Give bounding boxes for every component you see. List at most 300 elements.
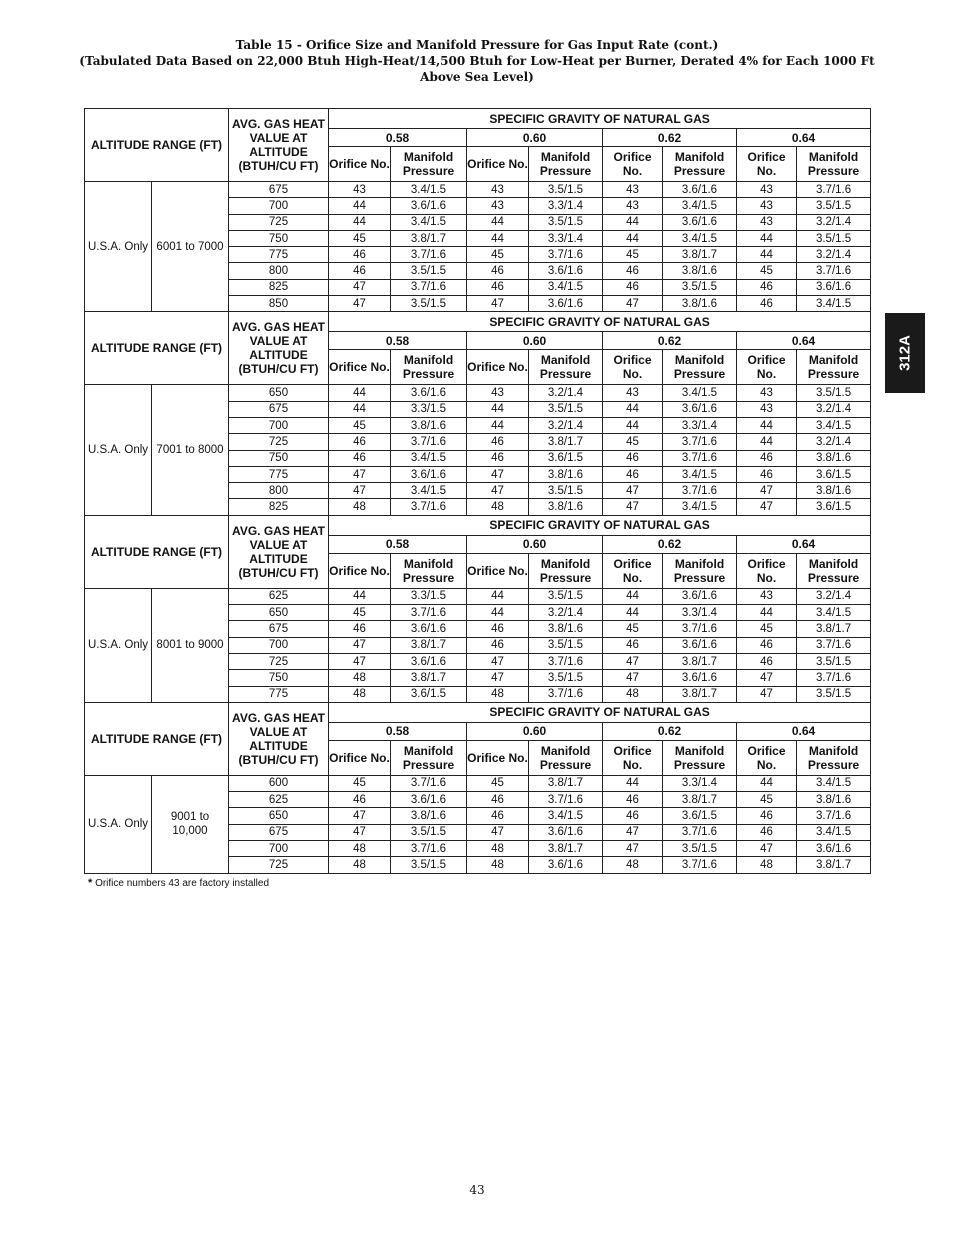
orifice-cell: 47: [603, 483, 663, 499]
manifold-pressure-header: Manifold Pressure: [797, 350, 871, 385]
gravity-value-header: 0.64: [737, 722, 871, 740]
orifice-cell: 46: [603, 279, 663, 295]
orifice-cell: 43: [467, 182, 529, 198]
manifold-pressure-cell: 3.6/1.6: [391, 621, 467, 637]
orifice-cell: 43: [603, 198, 663, 214]
manifold-pressure-cell: 3.4/1.5: [797, 605, 871, 621]
orifice-cell: 46: [737, 637, 797, 653]
table-row: [85, 182, 871, 198]
manifold-pressure-header: Manifold Pressure: [391, 350, 467, 385]
orifice-cell: 45: [603, 247, 663, 263]
orifice-cell: 44: [467, 588, 529, 604]
orifice-cell: 46: [737, 653, 797, 669]
manifold-pressure-cell: 3.7/1.6: [391, 775, 467, 791]
manifold-pressure-cell: 3.8/1.7: [663, 653, 737, 669]
manifold-pressure-cell: 3.5/1.5: [663, 841, 737, 857]
manifold-pressure-cell: 3.5/1.5: [529, 670, 603, 686]
gravity-value-header: 0.62: [603, 332, 737, 350]
heat-value-cell: 825: [229, 499, 329, 515]
manifold-pressure-cell: 3.2/1.4: [797, 214, 871, 230]
heat-value-cell: 600: [229, 775, 329, 791]
manifold-pressure-cell: 3.7/1.6: [529, 686, 603, 702]
orifice-cell: 47: [329, 279, 391, 295]
orifice-cell: 48: [467, 841, 529, 857]
avg-gas-heat-header: AVG. GAS HEAT VALUE AT ALTITUDE (BTUH/CU FT): [229, 109, 329, 182]
orifice-cell: 46: [603, 263, 663, 279]
heat-value-cell: 750: [229, 670, 329, 686]
heat-value-cell: 700: [229, 417, 329, 433]
orifice-cell: 48: [467, 857, 529, 873]
orifice-cell: 47: [329, 653, 391, 669]
gravity-value-header: 0.64: [737, 535, 871, 553]
orifice-cell: 45: [329, 605, 391, 621]
gravity-value-header: 0.64: [737, 129, 871, 147]
gravity-value-header: 0.62: [603, 722, 737, 740]
manifold-pressure-cell: 3.8/1.6: [391, 417, 467, 433]
orifice-cell: 44: [329, 198, 391, 214]
heat-value-cell: 800: [229, 263, 329, 279]
manifold-pressure-cell: 3.2/1.4: [797, 434, 871, 450]
section-tab-label: 312A: [896, 335, 914, 371]
orifice-cell: 48: [329, 499, 391, 515]
orifice-cell: 47: [467, 824, 529, 840]
orifice-no-header: Orifice No.: [737, 147, 797, 182]
orifice-cell: 47: [467, 483, 529, 499]
manifold-pressure-cell: 3.8/1.6: [663, 296, 737, 312]
heat-value-cell: 775: [229, 247, 329, 263]
orifice-cell: 46: [737, 279, 797, 295]
manifold-pressure-cell: 3.2/1.4: [529, 605, 603, 621]
orifice-cell: 45: [329, 417, 391, 433]
orifice-cell: 46: [737, 808, 797, 824]
gravity-value-header: 0.58: [329, 332, 467, 350]
orifice-cell: 46: [329, 792, 391, 808]
manifold-pressure-cell: 3.4/1.5: [797, 296, 871, 312]
heat-value-cell: 650: [229, 605, 329, 621]
manifold-pressure-cell: 3.7/1.6: [663, 483, 737, 499]
orifice-cell: 44: [329, 385, 391, 401]
orifice-cell: 43: [737, 198, 797, 214]
orifice-cell: 46: [737, 296, 797, 312]
manifold-pressure-cell: 3.8/1.7: [529, 434, 603, 450]
orifice-cell: 45: [737, 792, 797, 808]
manifold-pressure-cell: 3.6/1.6: [797, 279, 871, 295]
orifice-cell: 44: [737, 247, 797, 263]
orifice-cell: 47: [329, 808, 391, 824]
orifice-cell: 46: [467, 792, 529, 808]
orifice-cell: 47: [737, 483, 797, 499]
orifice-cell: 43: [603, 182, 663, 198]
manifold-pressure-cell: 3.8/1.7: [797, 857, 871, 873]
heat-value-cell: 625: [229, 588, 329, 604]
orifice-pressure-table: [84, 108, 870, 874]
orifice-cell: 47: [603, 499, 663, 515]
orifice-no-header: Orifice No.: [603, 553, 663, 588]
heat-value-cell: 825: [229, 279, 329, 295]
gravity-value-header: 0.60: [467, 129, 603, 147]
orifice-cell: 48: [737, 857, 797, 873]
manifold-pressure-cell: 3.6/1.5: [391, 686, 467, 702]
manifold-pressure-cell: 3.8/1.6: [797, 450, 871, 466]
orifice-cell: 44: [329, 401, 391, 417]
manifold-pressure-cell: 3.7/1.6: [663, 434, 737, 450]
manifold-pressure-cell: 3.6/1.5: [797, 466, 871, 482]
orifice-cell: 43: [737, 182, 797, 198]
manifold-pressure-cell: 3.4/1.5: [663, 198, 737, 214]
manifold-pressure-header: Manifold Pressure: [529, 740, 603, 775]
manifold-pressure-cell: 3.7/1.6: [391, 279, 467, 295]
orifice-cell: 43: [467, 198, 529, 214]
heat-value-cell: 800: [229, 483, 329, 499]
orifice-cell: 47: [737, 670, 797, 686]
orifice-cell: 45: [329, 775, 391, 791]
orifice-cell: 46: [603, 450, 663, 466]
manifold-pressure-cell: 3.5/1.5: [391, 824, 467, 840]
manifold-pressure-cell: 3.6/1.6: [529, 296, 603, 312]
orifice-cell: 43: [603, 385, 663, 401]
altitude-range-cell: 6001 to 7000: [152, 182, 229, 312]
orifice-cell: 46: [467, 637, 529, 653]
orifice-cell: 44: [603, 588, 663, 604]
orifice-cell: 48: [467, 499, 529, 515]
location-cell: U.S.A. Only: [85, 775, 152, 873]
orifice-cell: 46: [603, 466, 663, 482]
orifice-no-header: Orifice No.: [603, 350, 663, 385]
orifice-cell: 45: [737, 263, 797, 279]
orifice-cell: 47: [329, 483, 391, 499]
manifold-pressure-cell: 3.7/1.6: [797, 808, 871, 824]
orifice-cell: 47: [329, 824, 391, 840]
orifice-cell: 47: [737, 841, 797, 857]
manifold-pressure-cell: 3.6/1.5: [529, 450, 603, 466]
heat-value-cell: 675: [229, 824, 329, 840]
orifice-cell: 46: [467, 263, 529, 279]
gravity-value-header: 0.58: [329, 535, 467, 553]
orifice-cell: 45: [467, 775, 529, 791]
manifold-pressure-cell: 3.8/1.7: [391, 637, 467, 653]
orifice-cell: 47: [603, 296, 663, 312]
orifice-cell: 44: [467, 605, 529, 621]
altitude-section-table: [84, 108, 871, 312]
specific-gravity-header: SPECIFIC GRAVITY OF NATURAL GAS: [329, 312, 871, 332]
manifold-pressure-header: Manifold Pressure: [391, 740, 467, 775]
manifold-pressure-cell: 3.3/1.4: [663, 605, 737, 621]
manifold-pressure-cell: 3.2/1.4: [797, 401, 871, 417]
avg-gas-heat-header: AVG. GAS HEAT VALUE AT ALTITUDE (BTUH/CU FT): [229, 312, 329, 385]
orifice-cell: 47: [329, 637, 391, 653]
manifold-pressure-cell: 3.7/1.6: [663, 857, 737, 873]
manifold-pressure-cell: 3.5/1.5: [797, 653, 871, 669]
heat-value-cell: 750: [229, 230, 329, 246]
avg-gas-heat-header: AVG. GAS HEAT VALUE AT ALTITUDE (BTUH/CU FT): [229, 702, 329, 775]
manifold-pressure-cell: 3.3/1.4: [663, 775, 737, 791]
manifold-pressure-cell: 3.7/1.6: [663, 450, 737, 466]
orifice-cell: 45: [603, 621, 663, 637]
orifice-no-header: Orifice No.: [603, 740, 663, 775]
manifold-pressure-cell: 3.2/1.4: [797, 588, 871, 604]
manifold-pressure-cell: 3.6/1.6: [663, 588, 737, 604]
manifold-pressure-cell: 3.5/1.5: [391, 857, 467, 873]
orifice-cell: 47: [329, 466, 391, 482]
manifold-pressure-cell: 3.6/1.6: [391, 198, 467, 214]
orifice-cell: 43: [737, 401, 797, 417]
manifold-pressure-cell: 3.6/1.6: [391, 653, 467, 669]
orifice-cell: 48: [603, 686, 663, 702]
heat-value-cell: 700: [229, 841, 329, 857]
table-subtitle: (Tabulated Data Based on 22,000 Btuh High-Heat/14,500 Btuh for Low-Heat per Burner, Derated 4% for Each 1000 Ft Above Sea Level): [79, 54, 875, 84]
manifold-pressure-cell: 3.8/1.7: [391, 670, 467, 686]
orifice-no-header: Orifice No.: [737, 740, 797, 775]
altitude-range-cell: 9001 to 10,000: [152, 775, 229, 873]
specific-gravity-header: SPECIFIC GRAVITY OF NATURAL GAS: [329, 702, 871, 722]
manifold-pressure-cell: 3.7/1.6: [663, 824, 737, 840]
manifold-pressure-header: Manifold Pressure: [663, 147, 737, 182]
manifold-pressure-header: Manifold Pressure: [663, 553, 737, 588]
altitude-section-table: [84, 702, 871, 874]
manifold-pressure-cell: 3.6/1.6: [391, 385, 467, 401]
manifold-pressure-cell: 3.6/1.6: [663, 670, 737, 686]
manifold-pressure-cell: 3.7/1.6: [663, 621, 737, 637]
manifold-pressure-cell: 3.4/1.5: [391, 214, 467, 230]
gravity-value-header: 0.62: [603, 129, 737, 147]
location-cell: U.S.A. Only: [85, 182, 152, 312]
orifice-cell: 46: [467, 621, 529, 637]
gravity-value-header: 0.60: [467, 535, 603, 553]
orifice-cell: 46: [737, 450, 797, 466]
manifold-pressure-cell: 3.2/1.4: [529, 417, 603, 433]
orifice-cell: 46: [329, 621, 391, 637]
manifold-pressure-cell: 3.8/1.7: [663, 686, 737, 702]
manifold-pressure-cell: 3.6/1.6: [663, 401, 737, 417]
manifold-pressure-cell: 3.8/1.6: [529, 466, 603, 482]
manifold-pressure-cell: 3.4/1.5: [797, 824, 871, 840]
manifold-pressure-cell: 3.7/1.6: [797, 670, 871, 686]
footnote-marker: *: [88, 877, 93, 889]
orifice-cell: 46: [467, 279, 529, 295]
manifold-pressure-cell: 3.8/1.6: [391, 808, 467, 824]
orifice-cell: 43: [737, 588, 797, 604]
orifice-cell: 46: [603, 808, 663, 824]
orifice-no-header: Orifice No.: [329, 147, 391, 182]
manifold-pressure-cell: 3.6/1.5: [663, 808, 737, 824]
manifold-pressure-cell: 3.8/1.6: [797, 792, 871, 808]
orifice-cell: 44: [737, 434, 797, 450]
altitude-section-table: [84, 311, 871, 515]
orifice-cell: 46: [603, 792, 663, 808]
orifice-cell: 44: [329, 214, 391, 230]
manifold-pressure-cell: 3.6/1.6: [391, 792, 467, 808]
manifold-pressure-cell: 3.5/1.5: [797, 385, 871, 401]
section-tab: [885, 313, 925, 393]
heat-value-cell: 725: [229, 857, 329, 873]
orifice-cell: 47: [603, 824, 663, 840]
orifice-cell: 44: [467, 230, 529, 246]
orifice-cell: 47: [603, 841, 663, 857]
orifice-cell: 46: [737, 466, 797, 482]
orifice-cell: 44: [467, 401, 529, 417]
manifold-pressure-cell: 3.5/1.5: [529, 182, 603, 198]
heat-value-cell: 850: [229, 296, 329, 312]
altitude-range-header: ALTITUDE RANGE (FT): [85, 109, 229, 182]
orifice-cell: 46: [467, 434, 529, 450]
orifice-cell: 44: [603, 230, 663, 246]
heat-value-cell: 675: [229, 401, 329, 417]
orifice-cell: 48: [329, 670, 391, 686]
heat-value-cell: 725: [229, 434, 329, 450]
orifice-cell: 44: [603, 605, 663, 621]
manifold-pressure-header: Manifold Pressure: [797, 553, 871, 588]
manifold-pressure-cell: 3.5/1.5: [529, 637, 603, 653]
orifice-cell: 44: [329, 588, 391, 604]
gravity-value-header: 0.58: [329, 722, 467, 740]
heat-value-cell: 650: [229, 385, 329, 401]
manifold-pressure-cell: 3.4/1.5: [529, 279, 603, 295]
gravity-value-header: 0.58: [329, 129, 467, 147]
manifold-pressure-cell: 3.7/1.6: [529, 653, 603, 669]
manifold-pressure-cell: 3.2/1.4: [529, 385, 603, 401]
orifice-cell: 47: [467, 466, 529, 482]
orifice-cell: 44: [737, 417, 797, 433]
orifice-cell: 44: [603, 417, 663, 433]
heat-value-cell: 775: [229, 686, 329, 702]
manifold-pressure-cell: 3.7/1.6: [797, 263, 871, 279]
orifice-cell: 45: [603, 434, 663, 450]
manifold-pressure-cell: 3.5/1.5: [797, 686, 871, 702]
orifice-cell: 46: [603, 637, 663, 653]
manifold-pressure-cell: 3.7/1.6: [391, 247, 467, 263]
manifold-pressure-cell: 3.4/1.5: [391, 483, 467, 499]
manifold-pressure-cell: 3.8/1.7: [663, 792, 737, 808]
orifice-cell: 44: [737, 605, 797, 621]
manifold-pressure-header: Manifold Pressure: [529, 147, 603, 182]
orifice-no-header: Orifice No.: [467, 740, 529, 775]
orifice-cell: 46: [467, 808, 529, 824]
manifold-pressure-cell: 3.3/1.4: [529, 198, 603, 214]
gravity-value-header: 0.64: [737, 332, 871, 350]
manifold-pressure-cell: 3.6/1.6: [663, 182, 737, 198]
orifice-cell: 48: [329, 857, 391, 873]
manifold-pressure-cell: 3.8/1.7: [663, 247, 737, 263]
orifice-cell: 44: [467, 417, 529, 433]
manifold-pressure-cell: 3.7/1.6: [529, 247, 603, 263]
manifold-pressure-cell: 3.6/1.6: [663, 214, 737, 230]
manifold-pressure-cell: 3.3/1.4: [529, 230, 603, 246]
orifice-no-header: Orifice No.: [737, 350, 797, 385]
manifold-pressure-cell: 3.4/1.5: [529, 808, 603, 824]
orifice-cell: 44: [603, 401, 663, 417]
orifice-cell: 48: [329, 841, 391, 857]
manifold-pressure-cell: 3.6/1.6: [391, 466, 467, 482]
manifold-pressure-cell: 3.7/1.6: [797, 182, 871, 198]
orifice-cell: 44: [737, 230, 797, 246]
orifice-cell: 47: [467, 670, 529, 686]
manifold-pressure-cell: 3.4/1.5: [797, 775, 871, 791]
manifold-pressure-cell: 3.4/1.5: [797, 417, 871, 433]
orifice-cell: 43: [737, 385, 797, 401]
orifice-cell: 44: [603, 775, 663, 791]
orifice-cell: 44: [737, 775, 797, 791]
manifold-pressure-cell: 3.6/1.6: [529, 263, 603, 279]
orifice-cell: 43: [329, 182, 391, 198]
gravity-value-header: 0.62: [603, 535, 737, 553]
heat-value-cell: 725: [229, 214, 329, 230]
manifold-pressure-header: Manifold Pressure: [797, 740, 871, 775]
orifice-cell: 44: [603, 214, 663, 230]
manifold-pressure-cell: 3.3/1.5: [391, 401, 467, 417]
manifold-pressure-cell: 3.8/1.6: [529, 621, 603, 637]
table-row: [85, 775, 871, 791]
orifice-cell: 46: [467, 450, 529, 466]
manifold-pressure-cell: 3.3/1.5: [391, 588, 467, 604]
manifold-pressure-header: Manifold Pressure: [391, 147, 467, 182]
location-cell: U.S.A. Only: [85, 588, 152, 702]
manifold-pressure-cell: 3.6/1.6: [529, 824, 603, 840]
orifice-no-header: Orifice No.: [467, 147, 529, 182]
avg-gas-heat-header: AVG. GAS HEAT VALUE AT ALTITUDE (BTUH/CU FT): [229, 515, 329, 588]
orifice-no-header: Orifice No.: [329, 553, 391, 588]
orifice-cell: 44: [467, 214, 529, 230]
manifold-pressure-header: Manifold Pressure: [529, 553, 603, 588]
manifold-pressure-cell: 3.4/1.5: [391, 182, 467, 198]
footnote-text: Orifice numbers 43 are factory installed: [95, 878, 270, 889]
orifice-cell: 47: [737, 686, 797, 702]
orifice-cell: 43: [467, 385, 529, 401]
orifice-cell: 47: [603, 670, 663, 686]
manifold-pressure-cell: 3.5/1.5: [797, 198, 871, 214]
table-row: [85, 588, 871, 604]
heat-value-cell: 725: [229, 653, 329, 669]
orifice-cell: 47: [603, 653, 663, 669]
manifold-pressure-cell: 3.6/1.6: [663, 637, 737, 653]
manifold-pressure-header: Manifold Pressure: [797, 147, 871, 182]
manifold-pressure-cell: 3.7/1.6: [391, 605, 467, 621]
altitude-section-table: [84, 515, 871, 703]
orifice-cell: 47: [737, 499, 797, 515]
heat-value-cell: 625: [229, 792, 329, 808]
manifold-pressure-cell: 3.8/1.7: [391, 230, 467, 246]
manifold-pressure-cell: 3.4/1.5: [663, 499, 737, 515]
orifice-cell: 46: [329, 263, 391, 279]
manifold-pressure-header: Manifold Pressure: [663, 350, 737, 385]
manifold-pressure-cell: 3.5/1.5: [797, 230, 871, 246]
orifice-cell: 47: [467, 653, 529, 669]
orifice-cell: 45: [737, 621, 797, 637]
orifice-no-header: Orifice No.: [467, 350, 529, 385]
manifold-pressure-cell: 3.6/1.6: [529, 857, 603, 873]
orifice-cell: 45: [329, 230, 391, 246]
manifold-pressure-cell: 3.7/1.6: [391, 499, 467, 515]
specific-gravity-header: SPECIFIC GRAVITY OF NATURAL GAS: [329, 515, 871, 535]
manifold-pressure-header: Manifold Pressure: [529, 350, 603, 385]
heat-value-cell: 775: [229, 466, 329, 482]
orifice-cell: 46: [329, 247, 391, 263]
heat-value-cell: 750: [229, 450, 329, 466]
orifice-cell: 47: [467, 296, 529, 312]
orifice-cell: 47: [329, 296, 391, 312]
gravity-value-header: 0.60: [467, 332, 603, 350]
manifold-pressure-cell: 3.7/1.6: [797, 637, 871, 653]
location-cell: U.S.A. Only: [85, 385, 152, 515]
manifold-pressure-cell: 3.8/1.7: [529, 841, 603, 857]
manifold-pressure-cell: 3.3/1.4: [663, 417, 737, 433]
manifold-pressure-cell: 3.5/1.5: [529, 588, 603, 604]
table-title: Table 15 - Orifice Size and Manifold Pressure for Gas Input Rate (cont.): [235, 38, 719, 52]
manifold-pressure-cell: 3.2/1.4: [797, 247, 871, 263]
orifice-cell: 43: [737, 214, 797, 230]
manifold-pressure-cell: 3.7/1.6: [391, 434, 467, 450]
orifice-cell: 45: [467, 247, 529, 263]
orifice-cell: 48: [467, 686, 529, 702]
